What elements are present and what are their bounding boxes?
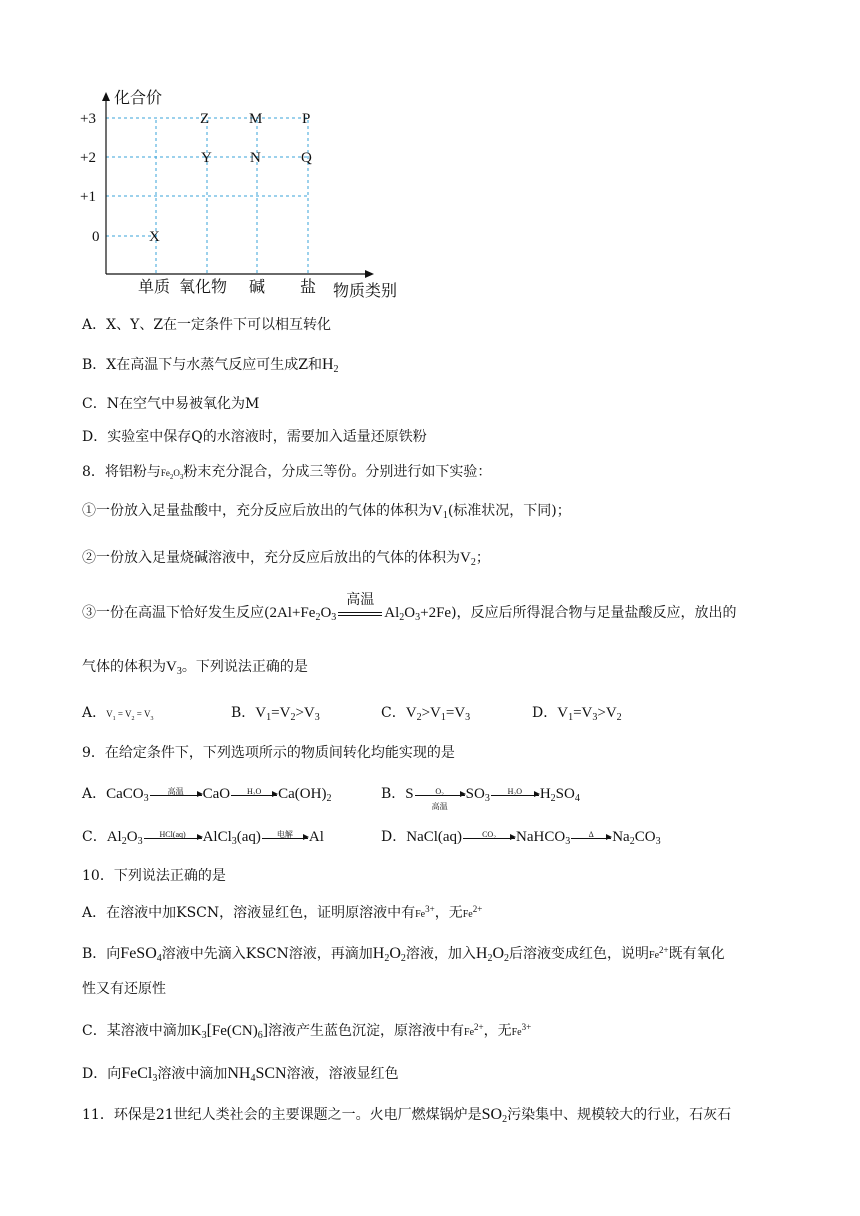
y-tick: +3 (80, 111, 96, 127)
q10-option-b: B．向FeSO$_4$溶液中先滴入KSCN溶液，再滴加$H_2O_2$溶液，加入$H_2O_2$后溶液变成红色，说明$Fe^{2+}$既有氧化 (82, 945, 725, 964)
q8-stem: 8．将铝粉与$Fe_2O_3$粉末充分混合，分成三等份。分别进行如下实验： (82, 464, 492, 481)
q10-option-b-cont: 性又有还原性 (82, 981, 166, 997)
point-N: N (250, 150, 261, 166)
x-tick: 单质 (138, 279, 171, 296)
y-tick: +2 (80, 150, 96, 166)
y-tick: +1 (80, 189, 96, 205)
x-tick: 氧化物 (179, 279, 228, 296)
q8-step-3: ③一份在高温下恰好发生反应($2Al+Fe_2O_3$ 高温 $Al_2O_3+2Fe$)，反应后所得混合物与足量盐酸反应，放出的 (82, 592, 737, 623)
q8-option-d: D．$V_1=V_3>V_2$ (532, 705, 622, 723)
point-Y: Y (201, 150, 212, 166)
q10-option-a: A．在溶液中加KSCN，溶液显红色，证明原溶液中有$Fe^{3+}$，无$Fe^{2+}$ (82, 904, 483, 921)
y-tick: 0 (92, 229, 100, 245)
q10-stem: 10．下列说法正确的是 (82, 868, 226, 884)
q9-stem: 9．在给定条件下，下列选项所示的物质间转化均能实现的是 (82, 745, 455, 761)
q7-option-a: A．X、Y、Z在一定条件下可以相互转化 (82, 317, 332, 333)
q9-option-a: A．CaCO$_3$ 高温 CaO H₂O $Ca(OH)_2$ (82, 786, 332, 804)
q11-stem: 11．环保是21世纪人类社会的主要课题之一。火电厂燃煤锅炉是$SO_2$污染集中、规模较大的行业，石灰石 (82, 1106, 732, 1125)
valence-chart (0, 0, 860, 300)
point-Z: Z (200, 111, 210, 127)
x-tick: 盐 (300, 279, 317, 296)
q10-option-d: D．向FeCl$_3$溶液中滴加$NH_4SCN$溶液，溶液显红色 (82, 1065, 399, 1084)
y-axis-label: 化合价 (114, 90, 163, 107)
point-Q: Q (301, 150, 312, 166)
q9-option-b: B．S O₂ 高温 $SO_3$ H₂O $H_2SO_4$ (381, 786, 580, 811)
point-P: P (302, 111, 311, 127)
q8-step-1: ①一份放入足量盐酸中，充分反应后放出的气体的体积为$V_1$(标准状况，下同)； (82, 503, 571, 521)
q7-option-b: B．X在高温下与水蒸气反应可生成Z和$H_2$ (82, 356, 339, 375)
q8-step-2: ②一份放入足量烧碱溶液中，充分反应后放出的气体的体积为$V_2$； (82, 550, 490, 568)
q9-option-d: D．NaCl(aq) CO₂ NaHCO$_3$ Δ $Na_2CO_3$ (381, 829, 661, 847)
q7-option-c: C．N在空气中易被氧化为M (82, 396, 260, 412)
q10-option-c: C．某溶液中滴加$K_3[Fe(CN)_6]$溶液产生蓝色沉淀，原溶液中有$Fe^{2+}$，无$Fe^{3+}$ (82, 1022, 532, 1041)
point-M: M (249, 111, 263, 127)
q8-option-b: B．$V_1=V_2>V_3$ (231, 705, 320, 723)
x-axis-label: 物质类别 (333, 283, 398, 300)
q8-step-3-cont: 气体的体积为$V_3$。下列说法正确的是 (82, 659, 308, 677)
x-tick: 碱 (249, 279, 266, 296)
q8-option-c: C．$V_2>V_1=V_3$ (381, 705, 471, 723)
q7-option-d: D．实验室中保存Q的水溶液时，需要加入适量还原铁粉 (82, 429, 427, 445)
q9-option-c: C．$Al_2O_3$ HCl(aq) AlCl$_3$(aq) 电解 Al (82, 829, 324, 847)
point-X: X (149, 229, 160, 245)
q8-option-a: A．$V_1 = V_2 = V_3$ (82, 705, 154, 722)
